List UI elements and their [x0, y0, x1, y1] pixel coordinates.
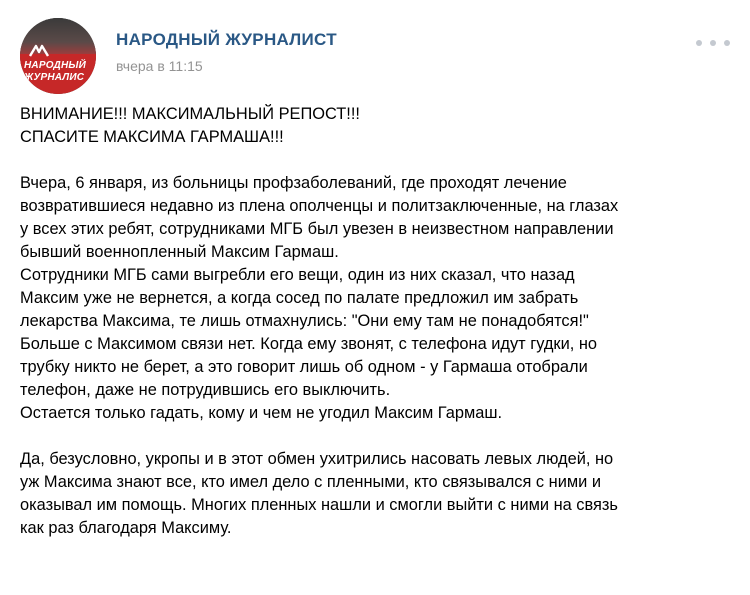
logo-mark-icon [28, 44, 50, 58]
post-line: ВНИМАНИЕ!!! МАКСИМАЛЬНЫЙ РЕПОСТ!!! [20, 105, 360, 123]
post-line: Остается только гадать, кому и чем не угодил Максим Гармаш. [20, 404, 503, 422]
post-line: трубку никто не берет, а это говорит лишь об одном - у Гармаша отобрали [20, 358, 588, 376]
post-line: у всех этих ребят, сотрудниками МГБ был увезен в неизвестном направлении [20, 220, 614, 238]
post-line: уж Максима знают все, кто имел дело с пленными, кто связывался с ними и [20, 473, 602, 491]
post-line: Да, безусловно, укропы и в этот обмен ухитрились насовать левых людей, но [20, 450, 614, 468]
post-line: Максим уже не вернется, а когда сосед по палате предложил им забрать [20, 289, 579, 307]
avatar-label-line-1: НАРОДНЫЙ [24, 60, 86, 71]
author-name-link[interactable]: НАРОДНЫЙ ЖУРНАЛИСТ [116, 30, 337, 49]
post-line: как раз благодаря Максиму. [20, 519, 232, 537]
post-text [20, 103, 732, 540]
post-line: Вчера, 6 января, из больницы профзаболеваний, где проходят лечение [20, 174, 567, 192]
dot [696, 40, 702, 46]
post-timestamp-link[interactable]: вчера в 11:15 [116, 58, 203, 74]
paragraph-gap [20, 425, 732, 448]
post-line: бывший военнопленный Максим Гармаш. [20, 243, 339, 261]
paragraph-gap [20, 149, 732, 172]
post-line: Сотрудники МГБ сами выгребли его вещи, один из них сказал, что назад [20, 266, 575, 284]
post-header [20, 18, 732, 88]
post-line: телефон, даже не потрудившись его выключить. [20, 381, 391, 399]
post-line: СПАСИТЕ МАКСИМА ГАРМАША!!! [20, 128, 284, 146]
post-line: Больше с Максимом связи нет. Когда ему звонят, с телефона идут гудки, но [20, 335, 598, 353]
dot [710, 40, 716, 46]
dot [724, 40, 730, 46]
post-line: оказывал им помощь. Многих пленных нашли и смогли выйти с ними на связь [20, 496, 618, 514]
avatar[interactable] [20, 18, 96, 94]
post-line: лекарства Максима, те лишь отмахнулись: "Они ему там не понадобятся!" [20, 312, 589, 330]
post-line: возвратившиеся недавно из плена ополченцы и политзаключенные, на глазах [20, 197, 619, 215]
avatar-label-line-2: ЖУРНАЛИС [24, 72, 85, 83]
more-dots-icon[interactable] [696, 36, 730, 50]
